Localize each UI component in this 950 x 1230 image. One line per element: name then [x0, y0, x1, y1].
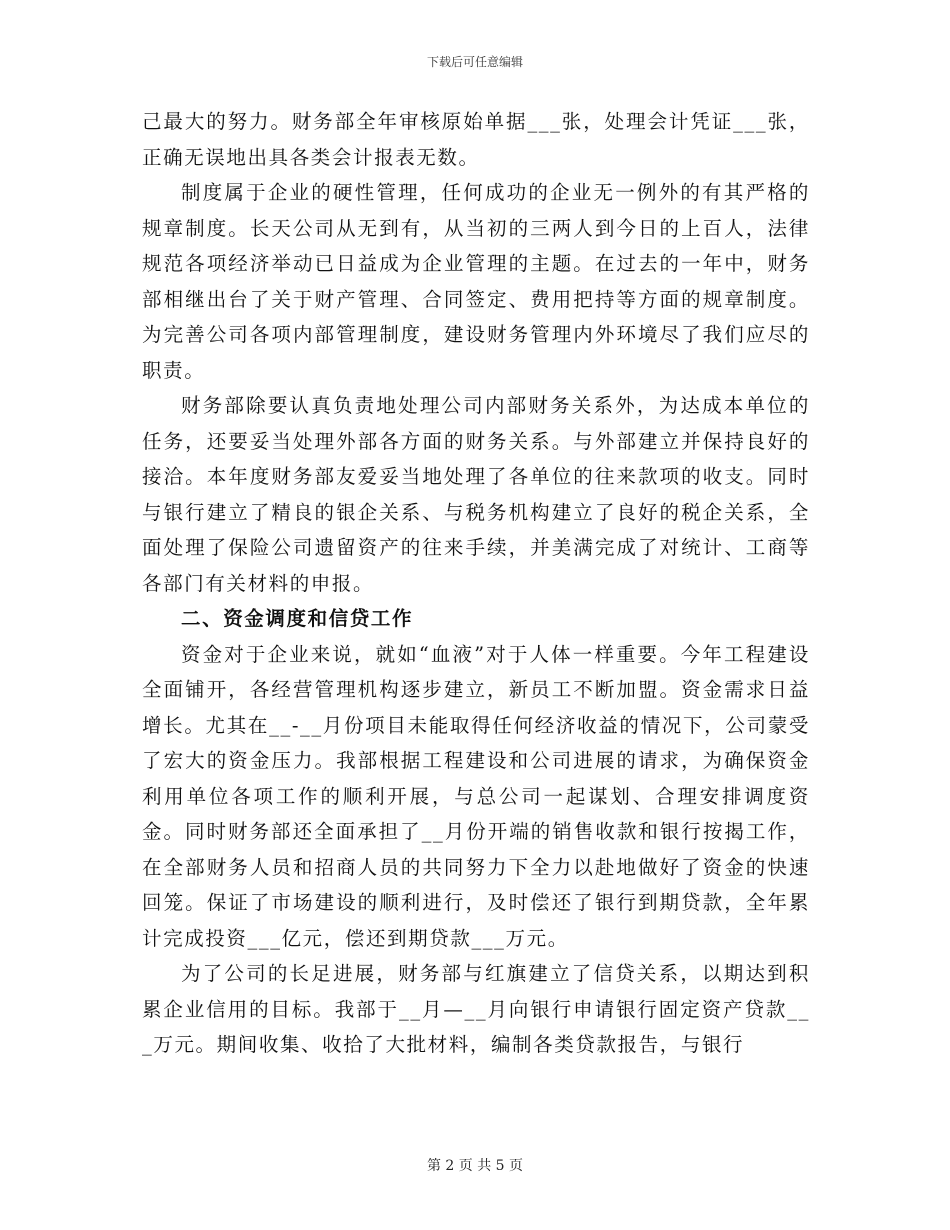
page-header: 下载后可任意编辑	[426, 55, 523, 69]
paragraph-funding: 资金对于企业来说，就如“血液”对于人体一样重要。今年工程建设全面铺开，各经营管理机构逐步建立，新员工不断加盟。资金需求日益增长。尤其在__-__月份项目未能取得任何经济收益的情况下，公司蒙受了宏大的资金压力。我部根据工程建设和公司进展的请求，为确保资金利用单位各项工作的顺利开展，与总公司一起谋划、合理安排调度资金。同时财务部还全面承担了__月份开端的销售收款和银行按揭工作，在全部财务人员和招商人员的共同努力下全力以赴地做好了资金的快速回笼。保证了市场建设的顺利进行，及时偿还了银行到期贷款，全年累计完成投资___亿元，偿还到期贷款___万元。	[142, 642, 810, 950]
document-body	[142, 104, 810, 1063]
page-footer-pagination: 第 2 页 共 5 页	[426, 1158, 524, 1174]
paragraph-rules-system: 制度属于企业的硬性管理，任何成功的企业无一例外的有其严格的规章制度。长天公司从无到有，从当初的三两人到今日的上百人，法律规范各项经济举动已日益成为企业管理的主题。在过去的一年中，财务部相继出台了关于财产管理、合同签定、费用把持等方面的规章制度。为完善公司各项内部管理制度，建设财务管理内外环境尽了我们应尽的职责。	[142, 181, 810, 382]
section-heading-funding-credit: 二、资金调度和信贷工作	[181, 607, 414, 630]
paragraph-external-relations: 财务部除要认真负责地处理公司内部财务关系外，为达成本单位的任务，还要妥当处理外部各方面的财务关系。与外部建立并保持良好的接洽。本年度财务部友爱妥当地处理了各单位的往来款项的收支。同时与银行建立了精良的银企关系、与税务机构建立了良好的税企关系，全面处理了保险公司遗留资产的往来手续，并美满完成了对统计、工商等各部门有关材料的申报。	[142, 394, 810, 595]
paragraph-credit: 为了公司的长足进展，财务部与红旗建立了信贷关系，以期达到积累企业信用的目标。我部于__月—__月向银行申请银行固定资产贷款___万元。期间收集、收拾了大批材料，编制各类贷款报告，与银行	[142, 962, 810, 1056]
paragraph-audit-summary: 己最大的努力。财务部全年审核原始单据___张，处理会计凭证___张，正确无误地出具各类会计报表无数。	[142, 110, 810, 169]
